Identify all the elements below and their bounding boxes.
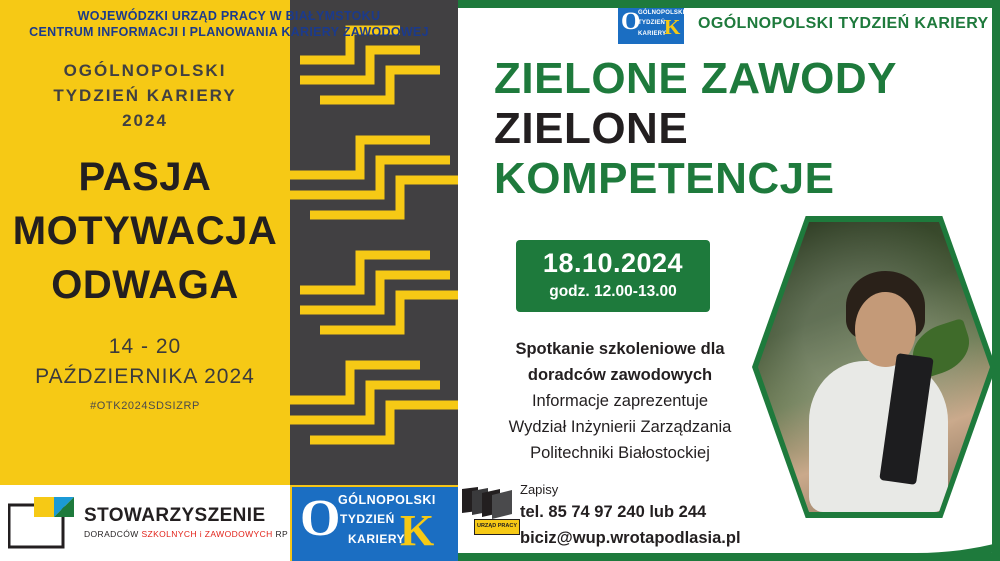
otk-title-line-2: TYDZIEŃ KARIERY (53, 86, 237, 105)
otk-title-line-1: OGÓLNOPOLSKI (63, 61, 227, 80)
organizer-line-2: CENTRUM INFORMACJI I PLANOWANIA KARIERY ZAWODOWEJ (29, 25, 429, 39)
slogan-line-1: PASJA (78, 155, 212, 199)
stowarzyszenie-logo-icon (8, 495, 78, 551)
description-block (470, 336, 770, 466)
otk-badge-word-3: KARIERY (348, 532, 406, 546)
otk-mini-word-2: TYDZIEŃ (638, 20, 666, 26)
event-date-month: PAŹDZIERNIKA 2024 (35, 365, 255, 388)
left-dark-strip (290, 0, 458, 485)
association-subtitle-red: SZKOLNYCH i ZAWODOWYCH (141, 529, 273, 539)
frame-right (992, 0, 1000, 561)
association-subtitle (84, 529, 288, 539)
left-panel (0, 0, 458, 561)
slogan-line-3: ODWAGA (51, 263, 239, 307)
stowarzyszenie-logo-text (84, 505, 288, 539)
otk-mini-word-1: GÓLNOPOLSKI (638, 10, 685, 16)
event-time: godz. 12.00-13.00 (549, 283, 677, 300)
event-date-range: 14 - 20 (108, 335, 182, 358)
contact-label: Zapisy (520, 482, 559, 497)
headline-line-2: ZIELONE (494, 104, 689, 153)
association-name: STOWARZYSZENIE (84, 505, 266, 526)
right-header (470, 6, 992, 46)
otk-title-block (0, 58, 290, 133)
otk-mini-letter-o: O (621, 8, 641, 35)
otk-logo-badge (292, 487, 458, 561)
frame-bottom (458, 553, 1000, 561)
photo-container (758, 222, 990, 512)
otk-mini-letter-k: K (664, 15, 681, 39)
urzad-pracy-label: URZĄD PRACY (474, 519, 520, 535)
headline-line-1: ZIELONE ZAWODY (494, 54, 897, 103)
scientist-microscope-photo (758, 222, 990, 512)
otk-badge-word-1: GÓLNOPOLSKI (338, 493, 436, 507)
hashtag-text: #OTK2024SDSIZRP (90, 400, 200, 412)
otk-title-year: 2024 (122, 111, 168, 130)
slogan-line-2: MOTYWACJA (12, 209, 278, 253)
otk-badge-letter-k: K (400, 506, 435, 555)
contact-email: biciz@wup.wrotapodlasia.pl (520, 529, 741, 547)
otk-mini-badge (618, 8, 684, 44)
contact-phone: tel. 85 74 97 240 lub 244 (520, 503, 707, 521)
description-line-2: doradców zawodowych (527, 366, 713, 384)
description-line-5: Politechniki Białostockiej (530, 444, 710, 462)
description-line-4: Wydział Inżynierii Zarządzania (508, 418, 732, 436)
event-date: 18.10.2024 (542, 248, 684, 278)
otk-mini-word-3: KARIERY (638, 31, 667, 37)
chain-pattern-graphic (290, 0, 458, 485)
description-line-3: Informacje zaprezentuje (531, 392, 709, 410)
otk-badge-word-2: TYDZIEŃ (340, 512, 395, 526)
headline-block (494, 54, 914, 204)
contact-block (520, 480, 820, 551)
hashtag-block (0, 400, 290, 412)
description-line-1: Spotkanie szkoleniowe dla (515, 340, 725, 358)
urzad-pracy-logo (458, 485, 520, 541)
right-header-title: OGÓLNOPOLSKI TYDZIEŃ KARIERY (698, 15, 989, 32)
event-dates (0, 332, 290, 392)
association-subtitle-post: RP (272, 529, 289, 539)
organizer-line-1: WOJEWÓDZKI URZĄD PRACY W BIAŁYMSTOKU (77, 9, 381, 23)
slogan-block (0, 150, 290, 312)
organizer-header (0, 8, 458, 40)
association-subtitle-pre: DORADCÓW (84, 529, 142, 539)
date-badge (516, 240, 710, 312)
headline-line-3: KOMPETENCJE (494, 154, 835, 203)
otk-badge-letter-o: O (300, 490, 341, 547)
